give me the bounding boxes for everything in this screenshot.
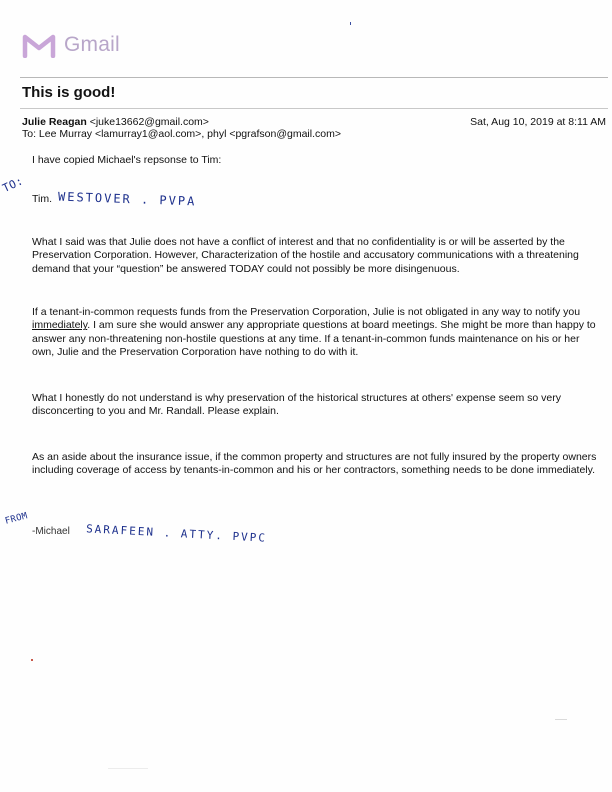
scan-mark (31, 659, 33, 661)
body-paragraph-4: As an aside about the insurance issue, if the common property and structures are not fully insured by the property owners including coverage of access by tenants-in-common and his or her contractors, something needs to be done immediately. (32, 451, 597, 477)
handwritten-to-label: TO: (0, 174, 26, 195)
gmail-wordmark: Gmail (64, 33, 120, 56)
body-greeting: Tim. (32, 193, 53, 205)
paragraph-2-start: If a tenant-in-common requests funds from the Preservation Corporation, Julie is not obligated in any way to notify you (32, 306, 581, 318)
email-subject: This is good! (22, 84, 116, 101)
handwritten-sender-note: SARAFEEN . ATTY. PVPC (85, 522, 268, 545)
sender-name: Julie Reagan (22, 116, 87, 128)
handwritten-recipient-note: WESTOVER . PVPA (57, 189, 197, 209)
subject-divider (20, 108, 608, 109)
underlined-word: immediately (32, 319, 88, 332)
gmail-logo (22, 32, 120, 58)
body-paragraph-3: What I honestly do not understand is why preservation of the historical structures at others' expense seem so very disconcerting to you and Mr. Randall. Please explain. (32, 392, 562, 418)
body-paragraph-1: What I said was that Julie does not have a conflict of interest and that no confidentiality is or will be asserted by the Preservation Corporation. However, Characterization of the hostile and accusatory communications with a threatening demand that your “question” be answered TODAY could not possibly be more disingenuous. (32, 236, 579, 275)
handwritten-from-label: FROM (4, 511, 29, 527)
gmail-logo-icon (22, 32, 56, 58)
sender-line (22, 116, 209, 128)
body-paragraph-2 (32, 306, 600, 360)
signature: -Michael (32, 526, 70, 537)
scan-mark (555, 719, 567, 720)
paragraph-2-end: . I am sure she would answer any appropriate questions at board meetings. She might be more than happy to answer any non-threatening non-hostile questions at any time. If a tenant-in-common funds maintenance on his or her own, Julie and the Preservation Corporation have nothing to do with it. (32, 319, 596, 359)
header-divider (20, 77, 608, 78)
body-intro: I have copied Michael's repsonse to Tim: (32, 154, 222, 166)
recipients-line: To: Lee Murray <lamurray1@aol.com>, phyl <pgrafson@gmail.com> (22, 128, 341, 140)
email-date: Sat, Aug 10, 2019 at 8:11 AM (470, 116, 606, 128)
sender-email: <juke13662@gmail.com> (89, 116, 209, 128)
scan-mark (108, 768, 148, 769)
scan-mark (350, 22, 351, 25)
